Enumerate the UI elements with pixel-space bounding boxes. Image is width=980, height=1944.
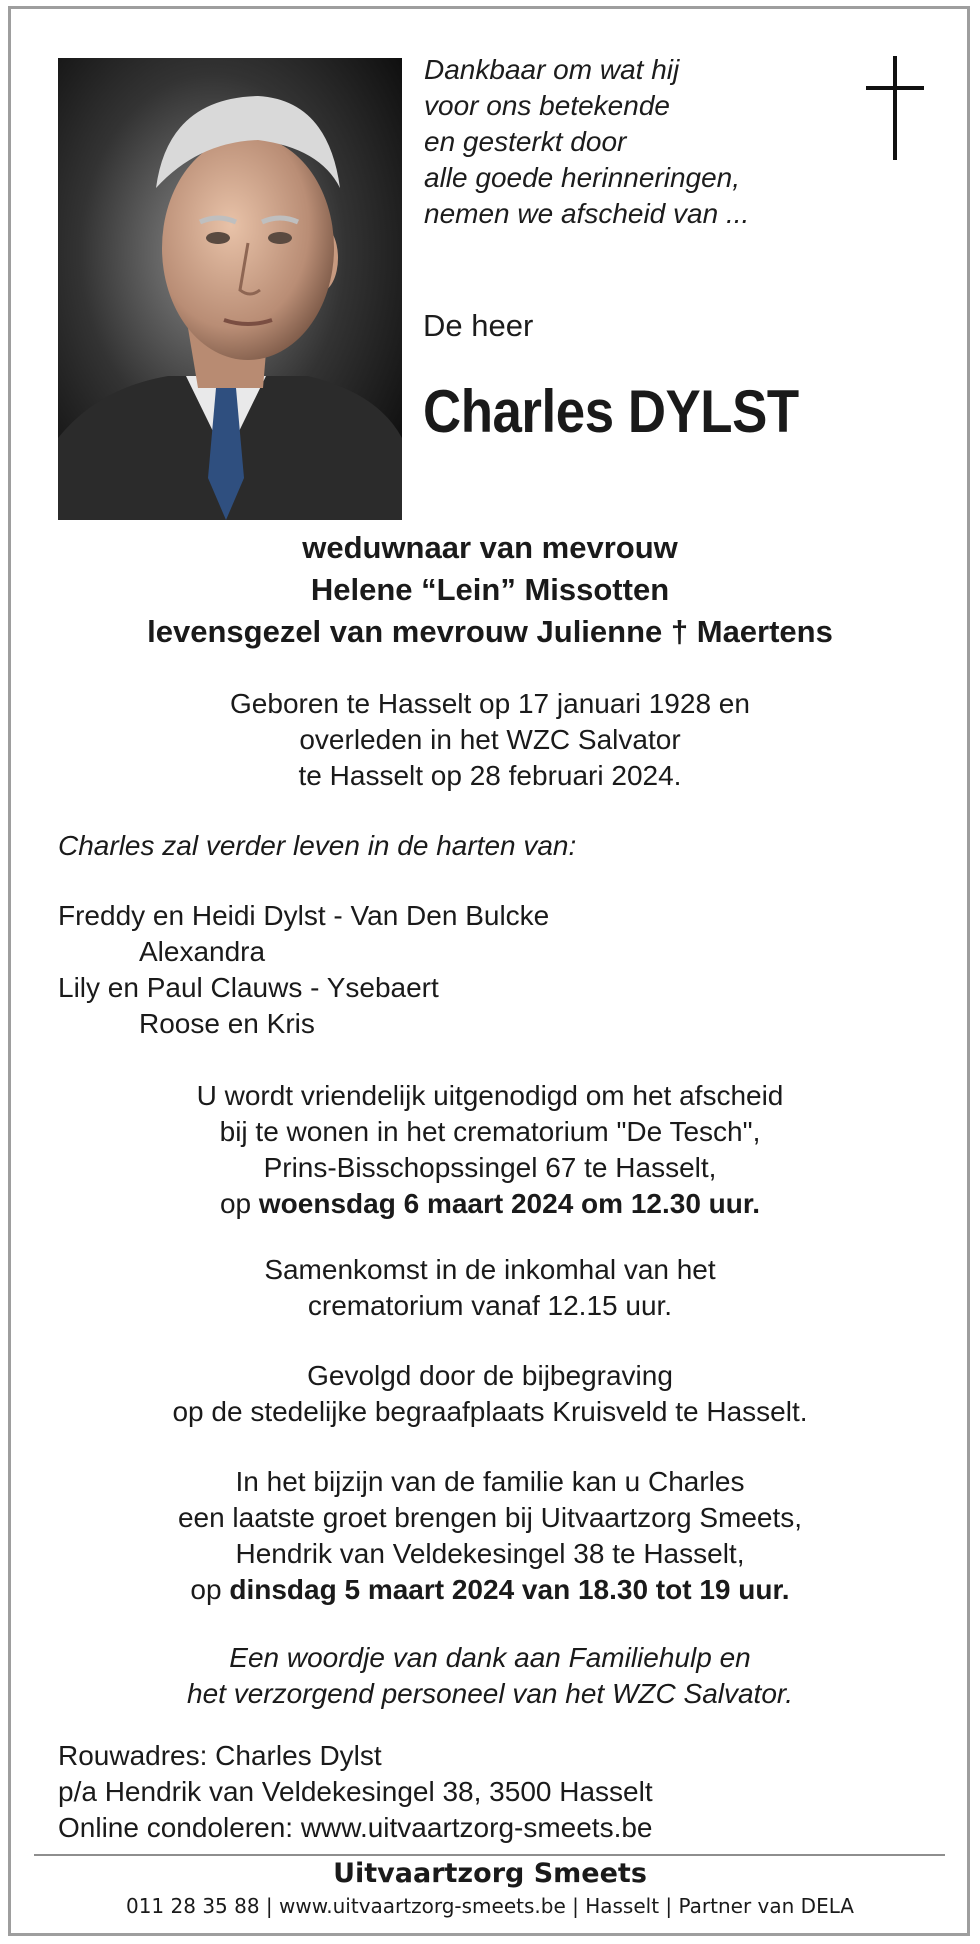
footer-contact-info: 011 28 35 88 | www.uitvaartzorg-smeets.be | Hasselt | Partner van DELA bbox=[125, 1894, 854, 1918]
address-line: Rouwadres: Charles Dylst bbox=[58, 1740, 382, 1771]
invitation-prefix: op bbox=[219, 1188, 259, 1219]
burial-block bbox=[0, 1358, 980, 1430]
birth-line: Geboren te Hasselt op 17 januari 1928 en bbox=[230, 688, 750, 719]
birth-line: overleden in het WZC Salvator bbox=[299, 724, 681, 755]
address-line: p/a Hendrik van Veldekesingel 38, 3500 Hasselt bbox=[58, 1776, 653, 1807]
intro-line: alle goede herinneringen, bbox=[424, 162, 741, 193]
intro-line: en gesterkt door bbox=[424, 126, 627, 157]
footer-title: Uitvaartzorg Smeets bbox=[333, 1858, 647, 1889]
address-line: Online condoleren: www.uitvaartzorg-smeets.be bbox=[58, 1812, 653, 1843]
invitation-block bbox=[0, 1078, 980, 1222]
invitation-line: Prins-Bisschopssingel 67 te Hasselt, bbox=[263, 1152, 717, 1183]
visit-line: Hendrik van Veldekesingel 38 te Hasselt, bbox=[235, 1538, 745, 1569]
birth-line: te Hasselt op 28 februari 2024. bbox=[298, 760, 682, 791]
thanks-line: Een woordje van dank aan Familiehulp en bbox=[229, 1642, 751, 1673]
visit-line: een laatste groet brengen bij Uitvaartzorg Smeets, bbox=[177, 1502, 803, 1533]
relation-line: Helene “Lein” Missotten bbox=[310, 572, 670, 607]
family-line: Alexandra bbox=[139, 936, 266, 967]
visit-datetime-line bbox=[0, 1572, 980, 1608]
relation-line: weduwnaar van mevrouw bbox=[302, 530, 678, 565]
invitation-datetime: woensdag 6 maart 2024 om 12.30 uur. bbox=[258, 1188, 761, 1219]
visit-line: In het bijzijn van de familie kan u Charles bbox=[235, 1466, 745, 1497]
latin-cross-icon bbox=[860, 56, 930, 160]
family-line: Lily en Paul Clauws - Ysebaert bbox=[58, 972, 439, 1003]
meeting-line: Samenkomst in de inkomhal van het bbox=[264, 1254, 716, 1285]
invitation-line: U wordt vriendelijk uitgenodigd om het afscheid bbox=[196, 1080, 784, 1111]
thanks-block bbox=[0, 1640, 980, 1712]
invitation-datetime-line bbox=[0, 1186, 980, 1222]
visit-datetime: dinsdag 5 maart 2024 van 18.30 tot 19 uur. bbox=[229, 1574, 790, 1605]
family-line: Freddy en Heidi Dylst - Van Den Bulcke bbox=[58, 900, 550, 931]
relation-line: levensgezel van mevrouw Julienne † Maertens bbox=[147, 614, 833, 649]
deceased-name: Charles DYLST bbox=[423, 378, 799, 445]
relations-block bbox=[0, 527, 980, 653]
intro-line: nemen we afscheid van ... bbox=[424, 198, 750, 229]
burial-line: op de stedelijke begraafplaats Kruisveld te Hasselt. bbox=[172, 1396, 808, 1427]
footer-divider bbox=[34, 1854, 945, 1856]
meeting-block bbox=[0, 1252, 980, 1324]
birth-death-block bbox=[0, 686, 980, 794]
invitation-line: bij te wonen in het crematorium "De Tesch", bbox=[219, 1116, 761, 1147]
intro-verse bbox=[424, 52, 749, 232]
salutation: De heer bbox=[423, 308, 534, 343]
hearts-intro: Charles zal verder leven in de harten van: bbox=[58, 830, 577, 861]
family-list bbox=[58, 898, 549, 1042]
intro-line: Dankbaar om wat hij bbox=[424, 54, 680, 85]
burial-line: Gevolgd door de bijbegraving bbox=[307, 1360, 673, 1391]
visit-block bbox=[0, 1464, 980, 1608]
visit-prefix: op bbox=[190, 1574, 230, 1605]
thanks-line: het verzorgend personeel van het WZC Salvator. bbox=[187, 1678, 793, 1709]
address-block bbox=[58, 1738, 653, 1846]
meeting-line: crematorium vanaf 12.15 uur. bbox=[307, 1290, 673, 1321]
portrait-photo bbox=[58, 58, 402, 520]
intro-line: voor ons betekende bbox=[424, 90, 670, 121]
family-line: Roose en Kris bbox=[139, 1008, 315, 1039]
